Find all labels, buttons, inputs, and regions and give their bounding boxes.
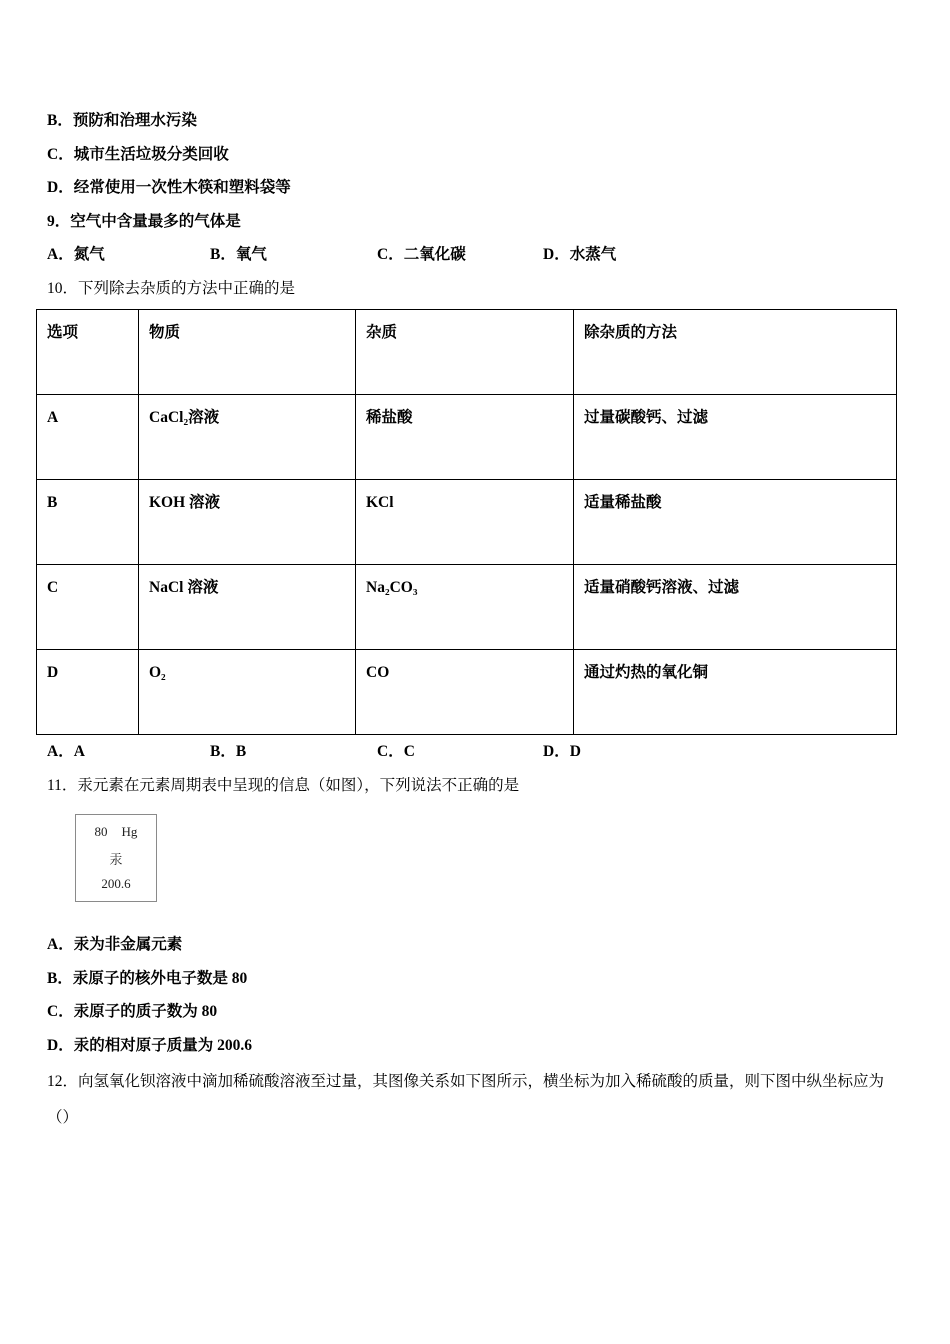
- header-impurity: 杂质: [356, 310, 574, 395]
- header-option: 选项: [37, 310, 139, 395]
- q9-option-c: C．二氧化碳: [377, 246, 466, 263]
- table-cell: 稀盐酸: [356, 395, 574, 480]
- q10-answer-c: C．C: [377, 743, 415, 760]
- table-cell: CaCl₂溶液: [139, 395, 356, 480]
- element-tile-top: [95, 824, 138, 840]
- table-cell: A: [37, 395, 139, 480]
- table-row-d: [37, 650, 897, 735]
- q9-option-b: B．氧气: [210, 246, 267, 263]
- table-cell: KCl: [356, 480, 574, 565]
- table-cell: O₂: [139, 650, 356, 735]
- q9-options-row: [47, 238, 896, 272]
- q10-answer-b: B．B: [210, 743, 247, 760]
- q11-option-b: B．汞原子的核外电子数是 80: [47, 969, 248, 987]
- header-substance: 物质: [139, 310, 356, 395]
- table-cell: Na₂CO₃: [356, 565, 574, 650]
- table-row-c: [37, 565, 897, 650]
- table-cell: 过量碳酸钙、过滤: [574, 395, 897, 480]
- table-cell: KOH 溶液: [139, 480, 356, 565]
- q9-option-d: D．水蒸气: [543, 246, 617, 263]
- q10-answer-d: D．D: [543, 743, 581, 760]
- element-symbol: Hg: [121, 823, 138, 839]
- option-line-c: C．城市生活垃圾分类回收: [47, 145, 229, 163]
- table-row-a: [37, 395, 897, 480]
- table-cell: D: [37, 650, 139, 735]
- table-row-b: [37, 480, 897, 565]
- atomic-number: 80: [94, 823, 108, 839]
- table-cell: 适量稀盐酸: [574, 480, 897, 565]
- option-line-b: B．预防和治理水污染: [47, 112, 197, 129]
- table-cell: NaCl 溶液: [139, 565, 356, 650]
- question-11-stem: 11．汞元素在元素周期表中呈现的信息（如图），下列说法不正确的是: [47, 776, 520, 794]
- q10-answers-row: [47, 735, 896, 769]
- q11-option-c: C．汞原子的质子数为 80: [47, 1003, 218, 1020]
- periodic-table-cell: [75, 814, 157, 902]
- q11-option-d: D．汞的相对原子质量为 200.6: [47, 1036, 252, 1054]
- q9-option-a: A．氮气: [47, 246, 105, 263]
- table-header-row: [37, 310, 897, 395]
- table-cell: CO: [356, 650, 574, 735]
- question-12-stem: 12．向氢氧化钡溶液中滴加稀硫酸溶液至过量，其图像关系如下图所示，横坐标为加入稀硫酸的质量，则下图中纵坐标应为（）: [47, 1073, 885, 1126]
- q10-answer-a: A．A: [47, 743, 85, 760]
- question-9-stem: 9．空气中含量最多的气体是: [47, 212, 241, 230]
- question-10-stem: 10．下列除去杂质的方法中正确的是: [47, 279, 296, 297]
- element-name: 汞: [109, 851, 123, 867]
- header-method: 除杂质的方法: [574, 310, 897, 395]
- q11-option-a: A．汞为非金属元素: [47, 936, 183, 953]
- table-cell: 通过灼热的氧化铜: [574, 650, 897, 735]
- impurity-removal-table: [36, 309, 897, 735]
- table-cell: C: [37, 565, 139, 650]
- table-cell: B: [37, 480, 139, 565]
- option-line-d: D．经常使用一次性木筷和塑料袋等: [47, 179, 291, 196]
- atomic-mass: 200.6: [101, 876, 131, 892]
- table-cell: 适量硝酸钙溶液、过滤: [574, 565, 897, 650]
